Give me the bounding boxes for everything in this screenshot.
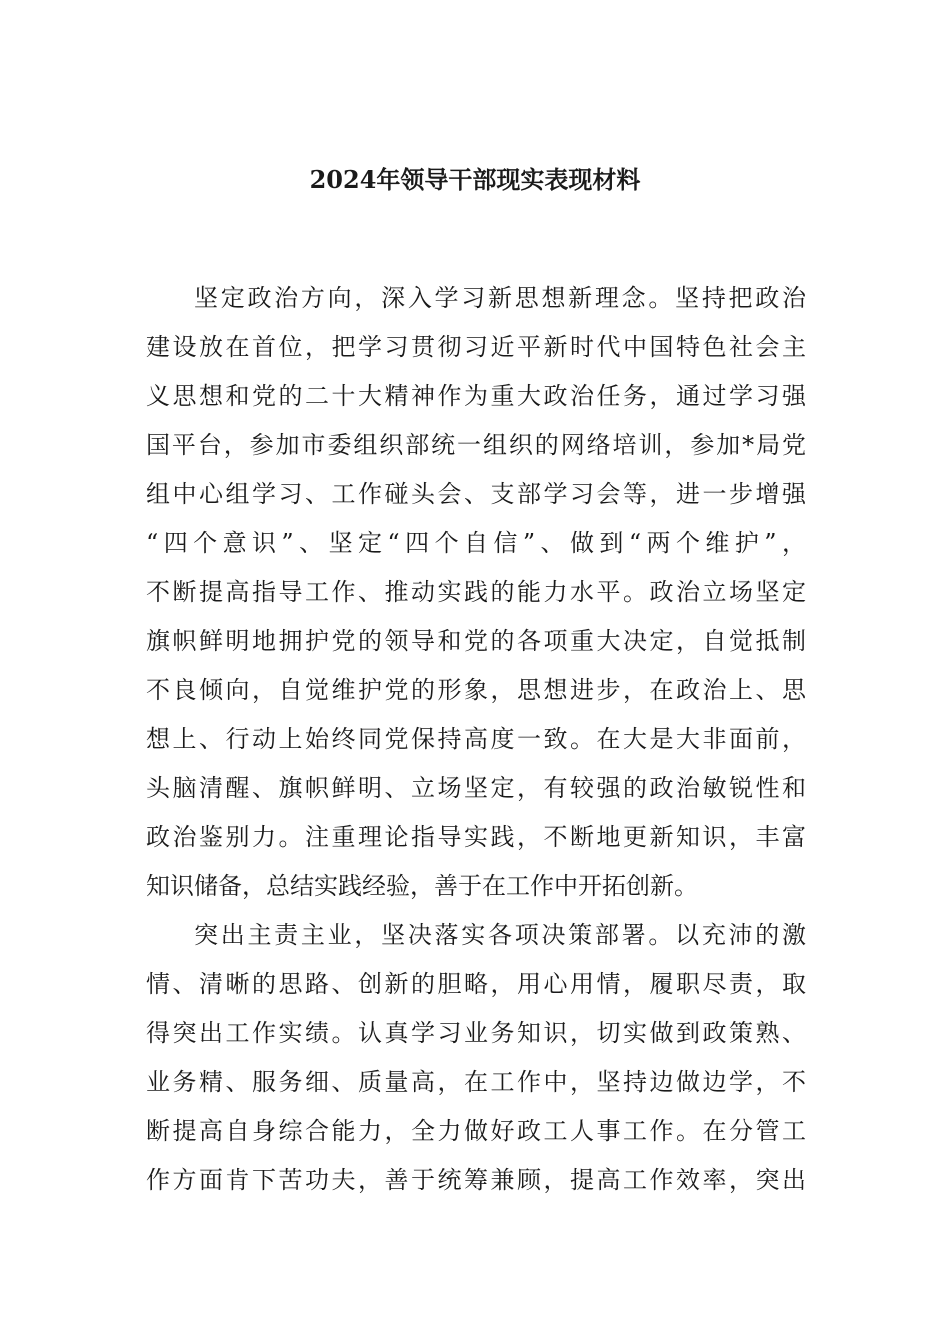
document-body xyxy=(146,274,806,1205)
paragraph-line: 突出主责主业，坚决落实各项决策部署。以充沛的激 xyxy=(194,921,806,949)
document-title: 2024年领导干部现实表现材料 xyxy=(309,165,641,194)
paragraph-line: 断提高自身综合能力，全力做好政工人事工作。在分管工 xyxy=(146,1117,806,1145)
paragraph-line: 想上、行动上始终同党保持高度一致。在大是大非面前， xyxy=(146,725,806,753)
paragraph-line: “四个意识”、坚定“四个自信”、做到“两个维护”， xyxy=(146,529,806,557)
paragraph-line: 组中心组学习、工作碰头会、支部学习会等，进一步增强 xyxy=(146,480,806,508)
paragraph-line: 不良倾向，自觉维护党的形象，思想进步，在政治上、思 xyxy=(146,676,806,704)
paragraph-political-direction xyxy=(146,274,806,911)
paragraph-line: 头脑清醒、旗帜鲜明、立场坚定，有较强的政治敏锐性和 xyxy=(146,774,806,802)
paragraph-line: 不断提高指导工作、推动实践的能力水平。政治立场坚定 xyxy=(146,578,806,606)
paragraph-line: 政治鉴别力。注重理论指导实践，不断地更新知识，丰富 xyxy=(146,823,806,851)
paragraph-line: 义思想和党的二十大精神作为重大政治任务，通过学习强 xyxy=(146,382,806,410)
paragraph-line: 业务精、服务细、质量高，在工作中，坚持边做边学，不 xyxy=(146,1068,806,1096)
paragraph-line: 建设放在首位，把学习贯彻习近平新时代中国特色社会主 xyxy=(146,333,806,361)
paragraph-line: 得突出工作实绩。认真学习业务知识，切实做到政策熟、 xyxy=(146,1019,806,1047)
paragraph-line: 作方面肯下苦功夫，善于统筹兼顾，提高工作效率，突出 xyxy=(146,1166,806,1194)
paragraph-line: 国平台，参加市委组织部统一组织的网络培训，参加*局党 xyxy=(146,431,806,459)
paragraph-line: 情、清晰的思路、创新的胆略，用心用情，履职尽责，取 xyxy=(146,970,806,998)
paragraph-main-responsibility xyxy=(146,911,806,1205)
paragraph-line: 旗帜鲜明地拥护党的领导和党的各项重大决定，自觉抵制 xyxy=(146,627,806,655)
paragraph-line: 坚定政治方向，深入学习新思想新理念。坚持把政治 xyxy=(194,284,806,312)
paragraph-line: 知识储备，总结实践经验，善于在工作中开拓创新。 xyxy=(146,872,698,900)
